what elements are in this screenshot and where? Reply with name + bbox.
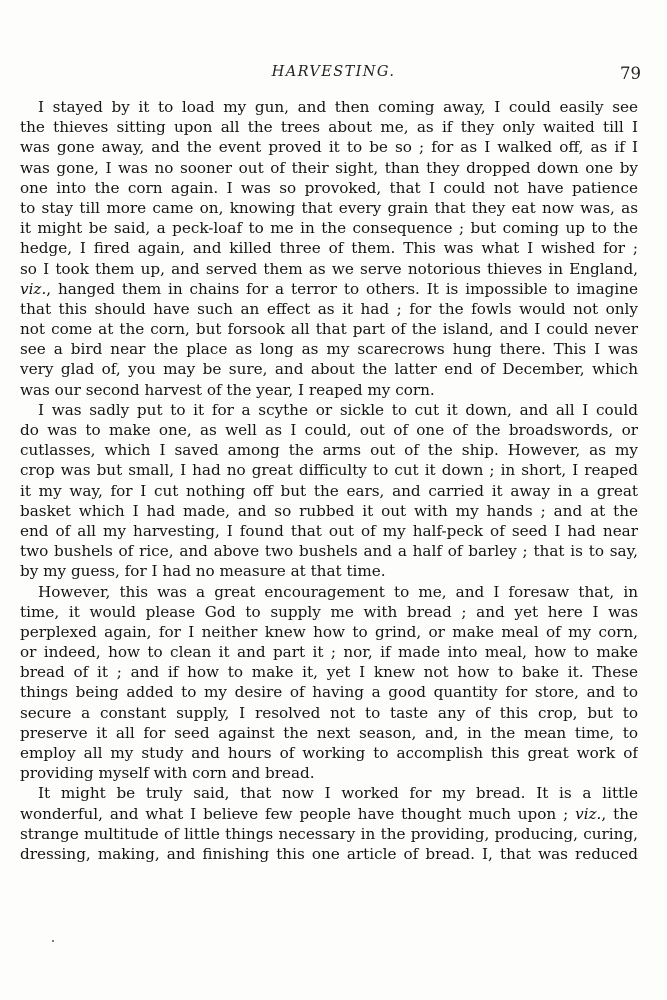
text-line: by my guess, for I had no measure at that time. <box>20 562 386 581</box>
text-line: was gone, I was no sooner out of their sight, than they dropped down one by <box>20 158 638 177</box>
text-line: perplexed again, for I neither knew how to grind, or make meal of my corn, <box>20 622 638 641</box>
text-line: However, this was a great encouragement to me, and I foresaw that, in <box>38 582 638 601</box>
text-line: hedge, I fired again, and killed three of them. This was what I wished for ; <box>20 239 638 258</box>
text-line: one into the corn again. I was so provoked, that I could not have patience <box>20 178 638 197</box>
text-line: time, it would please God to supply me with bread ; and yet here I was <box>20 602 638 621</box>
text-line: viz., hanged them in chains for a terror to others. It is impossible to imagine <box>20 279 638 298</box>
text-line: it might be said, a peck-loaf to me in the consequence ; but coming up to the <box>20 219 638 238</box>
text-line: do was to make one, as well as I could, out of one of the broadswords, or <box>20 421 638 439</box>
text-line: basket which I had made, and so rubbed it out with my hands ; and at the <box>20 501 638 520</box>
text-line: was our second harvest of the year, I reaped my corn. <box>20 380 435 399</box>
paragraph-1 <box>20 97 638 400</box>
text-line: end of all my harvesting, I found that out of my half-peck of seed I had near <box>20 521 638 540</box>
text-line: or indeed, how to clean it and part it ; nor, if made into meal, how to make <box>20 643 638 662</box>
text-line: I was sadly put to it for a scythe or sickle to cut it down, and all I could <box>38 400 638 419</box>
text-line: I stayed by it to load my gun, and then coming away, I could easily see <box>38 98 638 116</box>
text-line: it my way, for I cut nothing off but the ears, and carried it away in a great <box>20 481 638 500</box>
text-line: very glad of, you may be sure, and about the latter end of December, which <box>20 360 638 379</box>
paragraph-4 <box>20 783 638 864</box>
text-line: was gone away, and the event proved it to be so ; for as I walked off, as if I <box>20 138 638 157</box>
text-line: cutlasses, which I saved among the arms out of the ship. However, as my <box>20 441 638 460</box>
text-line: crop was but small, I had no great difficulty to cut it down ; in short, I reaped <box>20 461 638 480</box>
text-line: to stay till more came on, knowing that every grain that they eat now was, as <box>20 198 638 217</box>
text-line: employ all my study and hours of working to accomplish this great work of <box>20 744 638 762</box>
text-line: It might be truly said, that now I worked for my bread. It is a little <box>38 784 638 803</box>
text-line: secure a constant supply, I resolved not to taste any of this crop, but to <box>20 703 638 722</box>
text-line: strange multitude of little things necessary in the providing, producing, curing, <box>20 824 638 843</box>
text-line: two bushels of rice, and above two bushels and a half of barley ; that is to say, <box>20 542 638 561</box>
text-line: that this should have such an effect as it had ; for the fowls would not only <box>20 299 638 318</box>
running-title: HARVESTING. <box>271 64 396 80</box>
text-line: preserve it all for seed against the next season, and, in the mean time, to <box>20 723 638 742</box>
text-line: providing myself with corn and bread. <box>20 764 315 783</box>
text-line: so I took them up, and served them as we serve notorious thieves in England, <box>20 259 638 278</box>
body-text <box>20 97 638 864</box>
paragraph-3 <box>20 582 638 784</box>
text-line: see a bird near the place as long as my scarecrows hung there. This I was <box>20 340 638 359</box>
page-number: 79 <box>620 64 641 83</box>
text-line: not come at the corn, but forsook all that part of the island, and I could never <box>20 320 638 339</box>
text-line: things being added to my desire of having a good quantity for store, and to <box>20 683 638 702</box>
text-line: wonderful, and what I believe few people have thought much upon ; viz., the <box>20 804 638 823</box>
paragraph-2 <box>20 400 638 582</box>
text-line: dressing, making, and finishing this one article of bread. I, that was reduced <box>20 844 638 863</box>
text-line: the thieves sitting upon all the trees about me, as if they only waited till I <box>20 118 638 137</box>
text-line: bread of it ; and if how to make it, yet I knew not how to bake it. These <box>20 663 638 682</box>
ink-speck <box>52 940 54 942</box>
